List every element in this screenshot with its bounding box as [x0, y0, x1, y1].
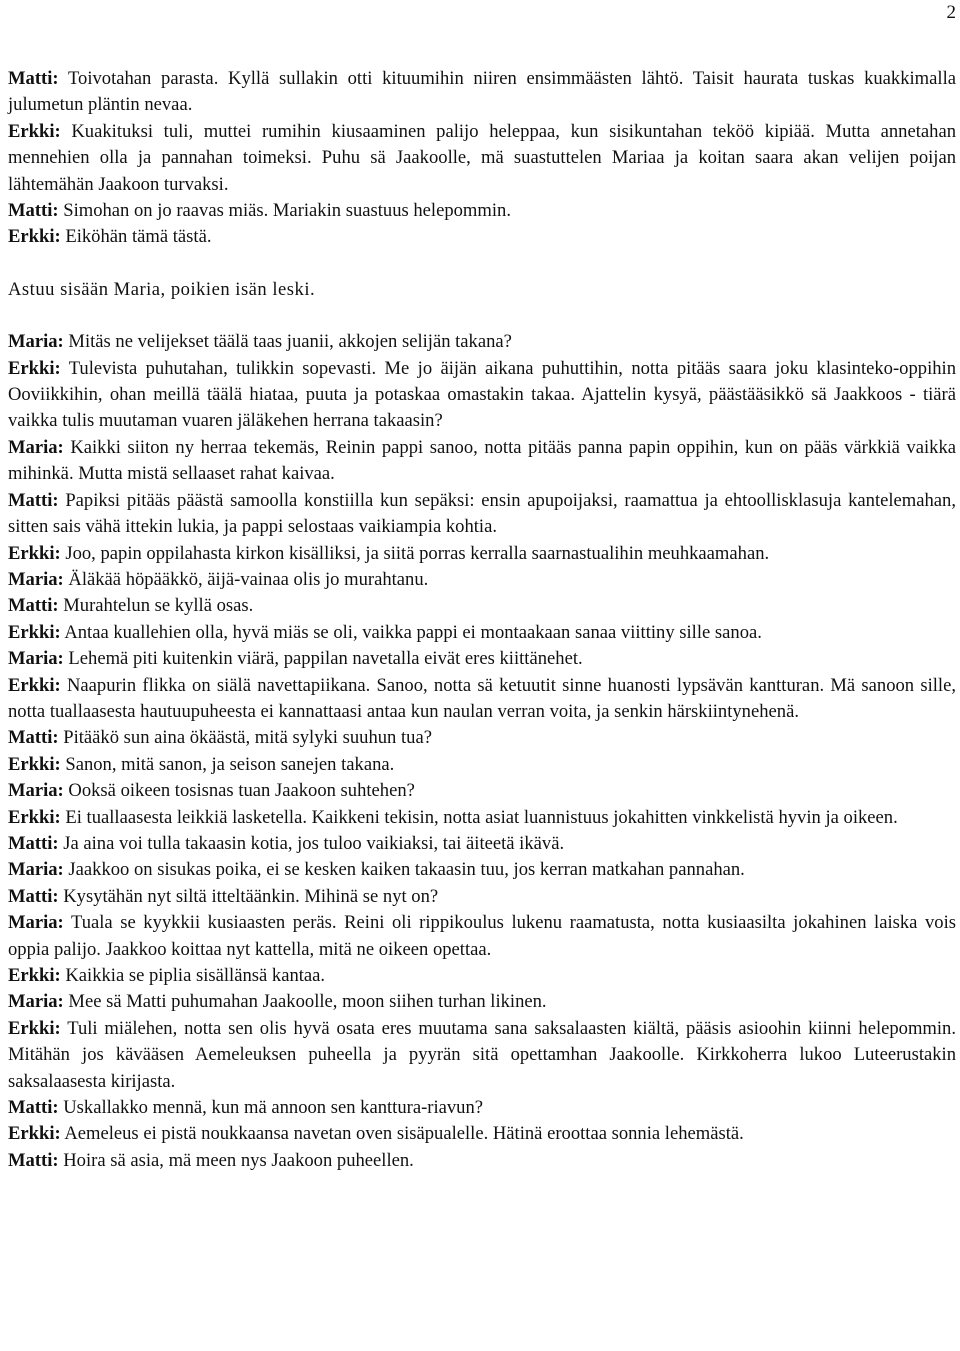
- speaker-name: Maria:: [8, 331, 64, 353]
- speaker-name: Maria:: [8, 568, 64, 590]
- speaker-name: Erkki:: [8, 1017, 61, 1039]
- dialogue-line: [8, 593, 956, 619]
- speaker-name: Maria:: [8, 912, 64, 934]
- dialogue-line: [8, 224, 956, 250]
- dialogue-line: [8, 66, 956, 119]
- speaker-name: Erkki:: [8, 226, 61, 248]
- dialogue-text: Tuala se kyykkii kusiaasten peräs. Reini oli rippikoulus lukenu raamatusta, notta kusiaasilta jokahinen laiska vois oppia palijo. Jaakkoo koittaa nyt kattella, mitä ne oikeen opettaa.: [8, 912, 956, 960]
- speaker-name: Erkki:: [8, 806, 61, 828]
- speaker-name: Matti:: [8, 595, 59, 617]
- speaker-name: Erkki:: [8, 674, 61, 696]
- speaker-name: Maria:: [8, 780, 64, 802]
- dialogue-line: [8, 725, 956, 751]
- dialogue-text: Uskallakko mennä, kun mä annoon sen kanttura-riavun?: [58, 1097, 484, 1119]
- dialogue-text: Ei tuallaasesta leikkiä lasketella. Kaikkeni tekisin, notta asiat luannistuus jokahitten vinkkelistä hyvin ja oikeen.: [60, 806, 898, 828]
- dialogue-text: Jaakkoo on sisukas poika, ei se kesken kaiken takaasin tuu, jos kerran matkahan pannahan.: [63, 859, 745, 881]
- page-number: 2: [946, 2, 956, 23]
- dialogue-text: Toivotahan parasta. Kyllä sullakin otti kituumihin niiren ensimmäästen lähtö. Taisit haurata tuskas kuakkimalla julumetun pläntin nevaa.: [8, 68, 956, 116]
- dialogue-text: Murahtelun se kyllä osas.: [58, 595, 254, 617]
- speaker-name: Maria:: [8, 859, 64, 881]
- dialogue-line: [8, 646, 956, 672]
- speaker-name: Matti:: [8, 727, 59, 749]
- dialogue-text: Ooksä oikeen tosisnas tuan Jaakoon suhtehen?: [63, 780, 415, 802]
- dialogue-text: Kysytähän nyt siltä itteltäänkin. Mihinä se nyt on?: [58, 885, 439, 907]
- dialogue-line: [8, 488, 956, 541]
- speaker-name: Matti:: [8, 885, 59, 907]
- dialogue-line: [8, 541, 956, 567]
- dialogue-text: Kuakituksi tuli, muttei rumihin kiusaaminen palijo heleppaa, kun sisikuntahan teköö kipiää. Mutta annetahan mennehien olla ja pannahan toimeksi. Puhu sä Jaakoolle, mä suastuttelen Mariaa ja koitan saara akan velijen poijan lähtemähän Jaakoon turvaksi.: [8, 120, 956, 195]
- dialogue-text: Tuli miälehen, notta sen olis hyvä osata eres muutama sana saksalaasten kiältä, pääsis asioohin kiinni helepommin. Mitähän jos kävääsen Aemeleuksen puheella ja pyyrän sitä opettamhan Jaakoolle. Kirkkoherra lukoo Luteerustakin saksalaasesta kirijasta.: [8, 1017, 956, 1092]
- stage-direction: Astuu sisään Maria, poikien isän leski.: [8, 278, 316, 300]
- speaker-name: Maria:: [8, 991, 64, 1013]
- speaker-name: Erkki:: [8, 357, 61, 379]
- speaker-name: Matti:: [8, 1097, 59, 1119]
- dialogue-text: Joo, papin oppilahasta kirkon kisälliksi, ja siitä porras kerralla saarnastualihin meuhkaamahan.: [60, 542, 770, 564]
- dialogue-text: Ja aina voi tulla takaasin kotia, jos tuloo vaikiaksi, tai äiteetä ikävä.: [58, 832, 565, 854]
- dialogue-text: Pitääkö sun aina ökäästä, mitä sylyki suuhun tua?: [58, 727, 432, 749]
- dialogue-line: [8, 778, 956, 804]
- dialogue-line: [8, 1121, 956, 1147]
- dialogue-text: Hoira sä asia, mä meen nys Jaakoon puheellen.: [58, 1149, 414, 1171]
- dialogue-text: Papiksi pitääs päästä samoolla konstiilla kun sepäksi: ensin apupoijaksi, raamattua ja ehtoollisklasuja kantelemahan, sitten sais vähä ittekin lukia, ja pappi selostaas vaikiampia kohtia.: [8, 489, 956, 538]
- speaker-name: Matti:: [8, 489, 59, 511]
- dialogue-text: Mitäs ne velijekset täälä taas juanii, akkojen selijän takana?: [63, 331, 512, 353]
- dialogue-line: [8, 435, 956, 488]
- speaker-name: Matti:: [8, 68, 59, 89]
- dialogue-line: [8, 1148, 956, 1174]
- intro-dialogue: [8, 66, 956, 251]
- speaker-name: Erkki:: [8, 542, 61, 564]
- dialogue-line: [8, 805, 956, 831]
- speaker-name: Erkki:: [8, 965, 61, 986]
- dialogue-line: [8, 673, 956, 726]
- speaker-name: Matti:: [8, 200, 59, 222]
- dialogue-line: [8, 567, 956, 593]
- dialogue-text: Äläkää höpääkkö, äijä-vainaa olis jo murahtanu.: [63, 568, 429, 590]
- speaker-name: Erkki:: [8, 1123, 61, 1145]
- dialogue-line: [8, 356, 956, 435]
- speaker-name: Erkki:: [8, 753, 61, 775]
- dialogue-line: [8, 198, 956, 224]
- speaker-name: Erkki:: [8, 120, 61, 142]
- dialogue-line: [8, 831, 956, 857]
- dialogue-line: [8, 752, 956, 778]
- dialogue-line: [8, 620, 956, 646]
- dialogue-text: Kaikki siiton ny herraa tekemäs, Reinin pappi sanoo, notta pitääs panna papin oppihin, kun on pääs värkkiä vaikka mihinkä. Mutta mistä sellaaset rahat kaivaa.: [8, 436, 956, 485]
- dialogue-line: [8, 884, 956, 910]
- speaker-name: Matti:: [8, 832, 59, 854]
- dialogue-line: [8, 989, 956, 1015]
- dialogue-text: Eiköhän tämä tästä.: [60, 226, 212, 248]
- speaker-name: Maria:: [8, 436, 64, 458]
- dialogue-text: Kaikkia se piplia sisällänsä kantaa.: [60, 965, 326, 986]
- dialogue-text: Mee sä Matti puhumahan Jaakoolle, moon siihen turhan likinen.: [63, 991, 547, 1013]
- dialogue-text: Sanon, mitä sanon, ja seison sanejen takana.: [60, 753, 395, 775]
- dialogue-text: Naapurin flikka on siälä navettapiikana. Sanoo, notta sä ketuutit sinne huanosti lypsävän kantturan. Mä sanoon sille, notta tuallaasesta hautuupuheesta ei kannattaasi antaa kun naulan verran voita, ja senkin härskiintynehenä.: [8, 674, 956, 722]
- document-body: [8, 66, 956, 1174]
- dialogue-line: [8, 963, 956, 989]
- dialogue-line: [8, 329, 956, 355]
- speaker-name: Erkki:: [8, 621, 61, 643]
- dialogue-line: [8, 119, 956, 198]
- dialogue-text: Aemeleus ei pistä noukkaansa navetan oven sisäpualelle. Hätinä eroottaa sonnia lehemästä.: [60, 1123, 744, 1145]
- dialogue-text: Antaa kuallehien olla, hyvä miäs se oli, vaikka pappi ei montaakaan sanaa viittiny sille sanoa.: [60, 621, 762, 643]
- dialogue-line: [8, 1016, 956, 1095]
- speaker-name: Matti:: [8, 1149, 59, 1171]
- dialogue-text: Tulevista puhutahan, tulikkin sopevasti. Me jo äijän aikana puhuttihin, notta pitääs saara joku klasinteko-oppihin Ooviikkihin, ohan meillä täälä hiataa, puuta ja potaskaa omastakin takaa. Ajattelin kysyä, päästääsikkö sä Jaakkoos - tiärä vaikka tulis muutaman vuaren jäläkehen herrana takaasin?: [8, 357, 956, 432]
- dialogue-line: [8, 1095, 956, 1121]
- dialogue-line: [8, 857, 956, 883]
- main-dialogue: [8, 329, 956, 1174]
- speaker-name: Maria:: [8, 648, 64, 670]
- dialogue-text: Lehemä piti kuitenkin viärä, pappilan navetalla eivät eres kiittänehet.: [63, 648, 583, 670]
- dialogue-text: Simohan on jo raavas miäs. Mariakin suastuus helepommin.: [58, 200, 511, 222]
- dialogue-line: [8, 910, 956, 963]
